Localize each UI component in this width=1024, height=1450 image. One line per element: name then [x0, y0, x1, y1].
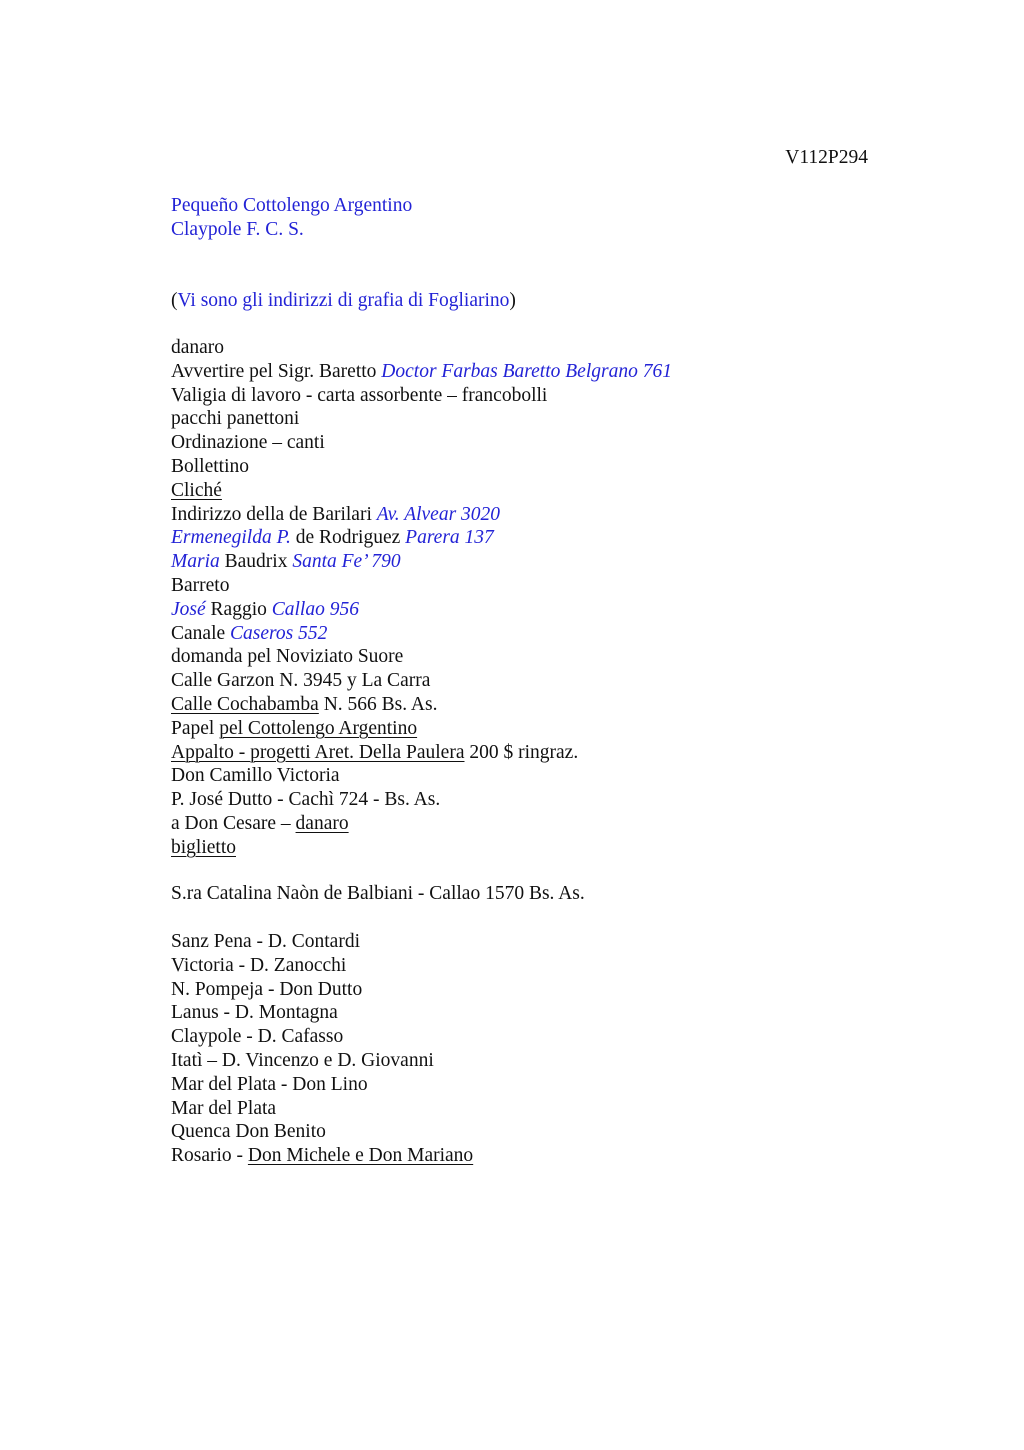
house-item: Itatì – D. Vincenzo e D. Giovanni — [171, 1049, 434, 1071]
jose-address: Callao 956 — [271, 598, 359, 620]
item-domanda: domanda pel Noviziato Suore — [171, 646, 404, 668]
cochabamba-underlined: Calle Cochabamba — [171, 693, 319, 715]
houses-list — [171, 930, 871, 1168]
cliche-text: Cliché — [171, 479, 222, 501]
ermenegilda-text: de Rodriguez — [290, 527, 406, 549]
don-cesare-underlined: danaro — [295, 812, 349, 834]
item-danaro: danaro — [171, 337, 225, 358]
item-ermenegilda — [171, 526, 871, 550]
house-item: Quenca Don Benito — [171, 1121, 326, 1143]
item-pacchi: pacchi panettoni — [171, 408, 300, 430]
catalina-address — [171, 882, 871, 906]
item-calle-cochabamba — [171, 693, 871, 717]
item-valigia: Valigia di lavoro - carta assorbente – francobolli — [171, 384, 548, 406]
house-item: Mar del Plata — [171, 1097, 277, 1119]
item-indirizzo — [171, 503, 871, 527]
maria-address: Santa Fe’ 790 — [292, 551, 401, 573]
item-canale — [171, 622, 871, 646]
rosario-text: Rosario - — [171, 1145, 248, 1167]
note-open-paren: ( — [171, 290, 178, 311]
biglietto-text: biglietto — [171, 836, 236, 858]
item-don-cesare — [171, 812, 871, 836]
note-close-paren: ) — [509, 290, 516, 311]
note — [171, 289, 871, 313]
don-cesare-text: a Don Cesare – — [171, 812, 296, 834]
house-item-rosario — [171, 1144, 871, 1168]
cochabamba-text: N. 566 Bs. As. — [318, 693, 438, 715]
papel-text: Papel — [171, 717, 220, 739]
house-item: Claypole - D. Cafasso — [171, 1026, 344, 1048]
item-avvertire — [171, 360, 871, 384]
rosario-underlined: Don Michele e Don Mariano — [247, 1145, 474, 1167]
indirizzo-address: Av. Alvear 3020 — [376, 503, 501, 525]
canale-address: Caseros 552 — [230, 622, 328, 644]
item-jose — [171, 598, 871, 622]
canale-text: Canale — [171, 622, 231, 644]
item-don-camillo: Don Camillo Victoria — [171, 765, 340, 787]
maria-name: Maria — [171, 551, 220, 573]
indirizzo-text: Indirizzo della de Barilari — [171, 503, 377, 525]
item-maria — [171, 550, 871, 574]
appalto-text: 200 $ ringraz. — [464, 741, 579, 763]
item-p-jose: P. José Dutto - Cachì 724 - Bs. As. — [171, 789, 441, 811]
house-item: Lanus - D. Montagna — [171, 1002, 338, 1024]
item-ordinazione: Ordinazione – canti — [171, 432, 325, 454]
item-papel — [171, 717, 871, 741]
avvertire-address: Doctor Farbas Baretto Belgrano 761 — [381, 360, 672, 382]
header-line-2: Claypole F. C. S. — [171, 218, 304, 240]
note-text: Vi sono gli indirizzi di grafia di Fogliarino — [177, 290, 510, 311]
house-item: N. Pompeja - Don Dutto — [171, 978, 363, 1000]
item-calle-garzon: Calle Garzon N. 3945 y La Carra — [171, 670, 431, 692]
catalina-line: S.ra Catalina Naòn de Balbiani - Callao 1570 Bs. As. — [171, 883, 585, 904]
item-biglietto — [171, 836, 871, 860]
item-bollettino: Bollettino — [171, 455, 249, 477]
page-id: V112P294 — [785, 147, 868, 168]
papel-underlined: pel Cottolengo Argentino — [219, 717, 418, 739]
item-appalto — [171, 741, 871, 765]
house-item: Victoria - D. Zanocchi — [171, 954, 347, 976]
notes-list — [171, 336, 871, 860]
item-barreto: Barreto — [171, 574, 230, 596]
note-line — [171, 289, 871, 313]
header-line-1: Pequeño Cottolengo Argentino — [171, 195, 413, 216]
house-item: Mar del Plata - Don Lino — [171, 1073, 368, 1095]
maria-text: Baudrix — [219, 551, 293, 573]
header — [171, 194, 871, 242]
avvertire-text: Avvertire pel Sigr. Baretto — [171, 360, 382, 382]
ermenegilda-address: Parera 137 — [405, 527, 494, 549]
jose-name: José — [171, 598, 206, 620]
appalto-underlined: Appalto - progetti Aret. Della Paulera — [171, 741, 465, 763]
jose-text: Raggio — [205, 598, 272, 620]
item-cliche — [171, 479, 871, 503]
ermenegilda-name: Ermenegilda P. — [171, 527, 291, 549]
house-item: Sanz Pena - D. Contardi — [171, 931, 361, 952]
